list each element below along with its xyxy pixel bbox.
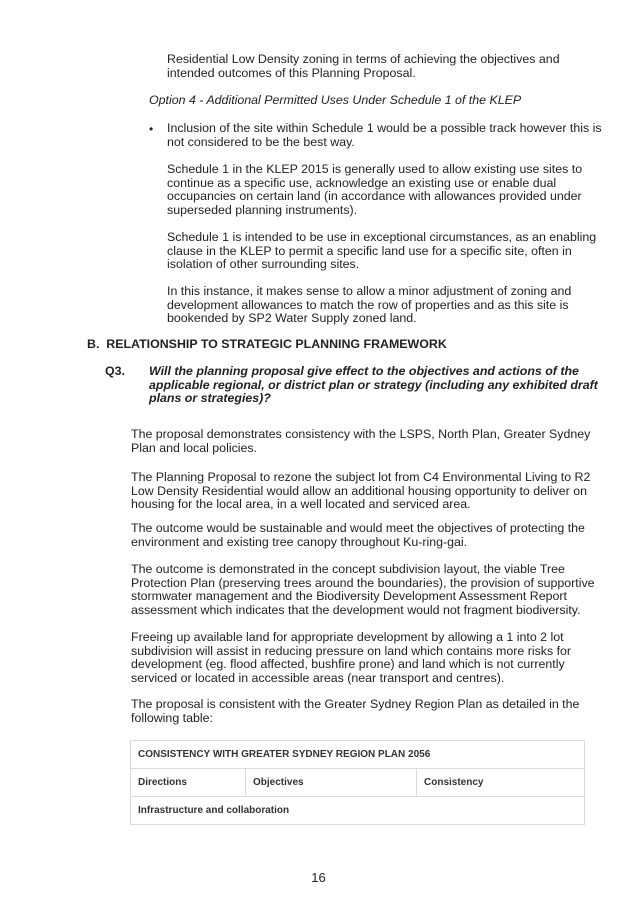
line: In this instance, it makes sense to allow a minor adjustment of zoning and: [167, 284, 572, 298]
line: bookended by SP2 Water Supply zoned land.: [167, 311, 417, 326]
instance-paragraph: [167, 285, 571, 326]
line: continue as a specific use, acknowledge an existing use or enable dual: [167, 175, 557, 190]
option4-heading: Option 4 - Additional Permitted Uses Under Schedule 1 of the KLEP: [149, 93, 522, 107]
line: applicable regional, or district plan or strategy (including any exhibited draft: [149, 377, 598, 392]
line: stormwater management and the Biodiversity Development Assessment Report: [131, 589, 567, 604]
line: following table:: [131, 710, 213, 725]
line: Schedule 1 is intended to be use in exceptional circumstances, as an enabling: [167, 230, 597, 244]
line: The proposal is consistent with the Greater Sydney Region Plan as detailed in the: [131, 697, 580, 711]
line: not considered to be the best way.: [167, 134, 355, 149]
header-objectives: Objectives: [246, 769, 417, 797]
intro-paragraph: [167, 53, 560, 80]
line: Low Density Residential would allow an additional housing opportunity to deliver on: [131, 483, 587, 498]
q3-label: Q3.: [105, 364, 125, 378]
table-title: CONSISTENCY WITH GREATER SYDNEY REGION PLAN 2056: [131, 741, 585, 769]
table-section-row: [131, 797, 585, 825]
section-label: Infrastructure and collaboration: [131, 797, 585, 825]
line: subdivision will assist in reducing pressure on land which contains more risks for: [131, 643, 572, 658]
line: isolation of other surrounding sites.: [167, 257, 360, 272]
line: environment and existing tree canopy throughout Ku-ring-gai.: [131, 534, 468, 549]
paragraph: [131, 428, 590, 455]
header-consistency: Consistency: [417, 769, 585, 797]
line: The outcome is demonstrated in the concept subdivision layout, the viable Tree: [131, 562, 565, 576]
bullet-paragraph: [167, 122, 602, 149]
table-header-row: [131, 769, 585, 797]
consistency-table: [130, 740, 585, 825]
table-title-row: [131, 741, 585, 769]
line: occupancies on certain land (in accordance with allowances provided under: [167, 189, 582, 204]
line: clause in the KLEP to permit a specific land use for a specific site, often in: [167, 243, 572, 258]
paragraph: [131, 631, 571, 685]
schedule1-paragraph: [167, 163, 582, 217]
line: assessment which indicates that the development would not fragment biodiversity.: [131, 602, 581, 617]
header-directions: Directions: [131, 769, 246, 797]
page-number: 16: [311, 870, 326, 885]
paragraph: [131, 563, 595, 617]
paragraph: [131, 698, 579, 725]
paragraph: [131, 522, 585, 549]
line: Residential Low Density zoning in terms of achieving the objectives and: [167, 52, 560, 66]
line: Schedule 1 in the KLEP 2015 is generally used to allow existing use sites to: [167, 162, 583, 176]
q3-question: [149, 365, 598, 406]
line: development allowances to match the row of properties and as this site is: [167, 297, 569, 312]
line: The outcome would be sustainable and would meet the objectives of protecting the: [131, 521, 585, 535]
line: Plan and local policies.: [131, 440, 258, 455]
line: development (eg. flood affected, bushfire prone) and land which is not currently: [131, 657, 565, 672]
line: Protection Plan (preserving trees around the boundaries), the provision of supportive: [131, 575, 595, 590]
line: Inclusion of the site within Schedule 1 would be a possible track however this is: [167, 121, 602, 135]
section-b-heading: B. RELATIONSHIP TO STRATEGIC PLANNING FRAMEWORK: [87, 337, 447, 351]
line: intended outcomes of this Planning Proposal.: [167, 65, 416, 80]
line: The Planning Proposal to rezone the subject lot from C4 Environmental Living to R2: [131, 470, 591, 484]
line: housing for the local area, in a well located and serviced area.: [131, 497, 471, 512]
line: The proposal demonstrates consistency with the LSPS, North Plan, Greater Sydney: [131, 427, 591, 441]
paragraph: [131, 471, 590, 512]
schedule1-intent-paragraph: [167, 231, 596, 272]
line: plans or strategies)?: [149, 391, 271, 406]
line: superseded planning instruments).: [167, 202, 358, 217]
line: Will the planning proposal give effect to the objectives and actions of the: [149, 364, 579, 378]
line: Freeing up available land for appropriate development by allowing a 1 into 2 lot: [131, 630, 564, 644]
line: serviced or located in accessible areas (near transport and centres).: [131, 670, 505, 685]
bullet-icon: •: [149, 122, 154, 136]
